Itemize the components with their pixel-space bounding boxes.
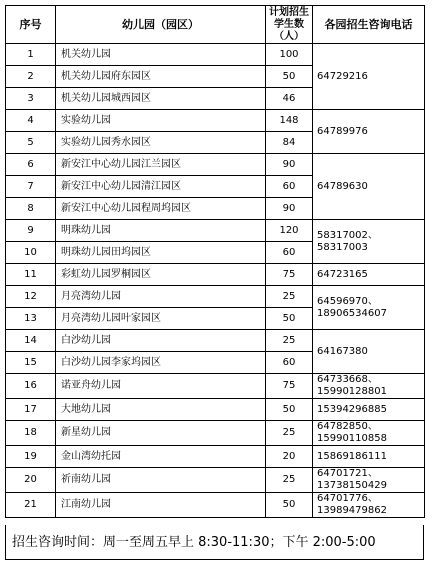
phone-cell: 64723165 — [313, 264, 425, 286]
phone-cell: 64701721、13738150429 — [313, 468, 425, 493]
phone-cell: 64789630 — [313, 154, 425, 220]
phone-cell: 64782850、15990110858 — [313, 421, 425, 446]
row-plan: 50 — [266, 493, 313, 518]
row-plan: 100 — [266, 44, 313, 66]
row-plan: 90 — [266, 154, 313, 176]
header-phone: 各园招生咨询电话 — [313, 6, 425, 44]
phone-cell: 64596970、18906534607 — [313, 286, 425, 330]
row-plan: 46 — [266, 88, 313, 110]
row-num: 10 — [6, 242, 56, 264]
phone-cell: 64701776、13989479862 — [313, 493, 425, 518]
row-name: 月亮湾幼儿园 — [56, 286, 266, 308]
row-num: 6 — [6, 154, 56, 176]
row-name: 新星幼儿园 — [56, 421, 266, 446]
row-plan: 50 — [266, 399, 313, 421]
row-plan: 60 — [266, 176, 313, 198]
row-num: 18 — [6, 421, 56, 446]
row-num: 13 — [6, 308, 56, 330]
row-num: 7 — [6, 176, 56, 198]
row-name: 祈南幼儿园 — [56, 468, 266, 493]
consultation-hours-note: 招生咨询时间：周一至周五早上 8:30-11:30；下午 2:00-5:00 — [5, 525, 424, 560]
table-row — [6, 399, 425, 421]
row-name: 大地幼儿园 — [56, 399, 266, 421]
row-num: 12 — [6, 286, 56, 308]
phone-cell: 58317002、58317003 — [313, 220, 425, 264]
row-plan: 84 — [266, 132, 313, 154]
row-name: 机关幼儿园 — [56, 44, 266, 66]
row-num: 15 — [6, 352, 56, 374]
row-num: 20 — [6, 468, 56, 493]
row-num: 11 — [6, 264, 56, 286]
row-name: 明珠幼儿园田坞园区 — [56, 242, 266, 264]
row-num: 16 — [6, 374, 56, 399]
row-name: 机关幼儿园府东园区 — [56, 66, 266, 88]
row-num: 19 — [6, 446, 56, 468]
row-plan: 90 — [266, 198, 313, 220]
row-name: 金山湾幼托园 — [56, 446, 266, 468]
row-name: 新安江中心幼儿园江兰园区 — [56, 154, 266, 176]
row-name: 白沙幼儿园李家坞园区 — [56, 352, 266, 374]
row-plan: 50 — [266, 308, 313, 330]
table-row — [6, 468, 425, 493]
header-num: 序号 — [6, 6, 56, 44]
row-num: 3 — [6, 88, 56, 110]
table-row — [6, 446, 425, 468]
table-row — [6, 220, 425, 242]
row-plan: 75 — [266, 374, 313, 399]
row-num: 5 — [6, 132, 56, 154]
row-num: 9 — [6, 220, 56, 242]
row-plan: 25 — [266, 421, 313, 446]
table-row — [6, 286, 425, 308]
table-row — [6, 154, 425, 176]
row-plan: 60 — [266, 242, 313, 264]
table-row — [6, 374, 425, 399]
row-num: 14 — [6, 330, 56, 352]
header-name: 幼儿园（园区） — [56, 6, 266, 44]
table-row — [6, 110, 425, 132]
row-plan: 25 — [266, 468, 313, 493]
row-name: 江南幼儿园 — [56, 493, 266, 518]
header-plan: 计划招生学生数（人） — [266, 6, 313, 44]
row-name: 新安江中心幼儿园程周坞园区 — [56, 198, 266, 220]
row-plan: 75 — [266, 264, 313, 286]
table-row — [6, 330, 425, 352]
row-plan: 120 — [266, 220, 313, 242]
phone-cell: 64167380 — [313, 330, 425, 374]
table-row — [6, 44, 425, 66]
row-num: 4 — [6, 110, 56, 132]
row-name: 实验幼儿园 — [56, 110, 266, 132]
enrollment-table — [5, 5, 425, 518]
phone-cell: 15394296885 — [313, 399, 425, 421]
row-name: 白沙幼儿园 — [56, 330, 266, 352]
row-name: 新安江中心幼儿园清江园区 — [56, 176, 266, 198]
row-num: 1 — [6, 44, 56, 66]
row-plan: 25 — [266, 330, 313, 352]
row-name: 月亮湾幼儿园叶家园区 — [56, 308, 266, 330]
row-num: 8 — [6, 198, 56, 220]
phone-cell: 15869186111 — [313, 446, 425, 468]
row-name: 诺亚舟幼儿园 — [56, 374, 266, 399]
phone-cell: 64789976 — [313, 110, 425, 154]
row-name: 实验幼儿园秀水园区 — [56, 132, 266, 154]
row-name: 机关幼儿园城西园区 — [56, 88, 266, 110]
row-name: 彩虹幼儿园罗桐园区 — [56, 264, 266, 286]
row-plan: 50 — [266, 66, 313, 88]
phone-cell: 64733668、15990128801 — [313, 374, 425, 399]
header-row — [6, 6, 425, 44]
row-num: 2 — [6, 66, 56, 88]
table-row — [6, 421, 425, 446]
row-plan: 60 — [266, 352, 313, 374]
row-num: 21 — [6, 493, 56, 518]
row-plan: 148 — [266, 110, 313, 132]
row-plan: 20 — [266, 446, 313, 468]
table-row — [6, 493, 425, 518]
table-row — [6, 264, 425, 286]
phone-cell: 64729216 — [313, 44, 425, 110]
row-num: 17 — [6, 399, 56, 421]
row-plan: 25 — [266, 286, 313, 308]
row-name: 明珠幼儿园 — [56, 220, 266, 242]
